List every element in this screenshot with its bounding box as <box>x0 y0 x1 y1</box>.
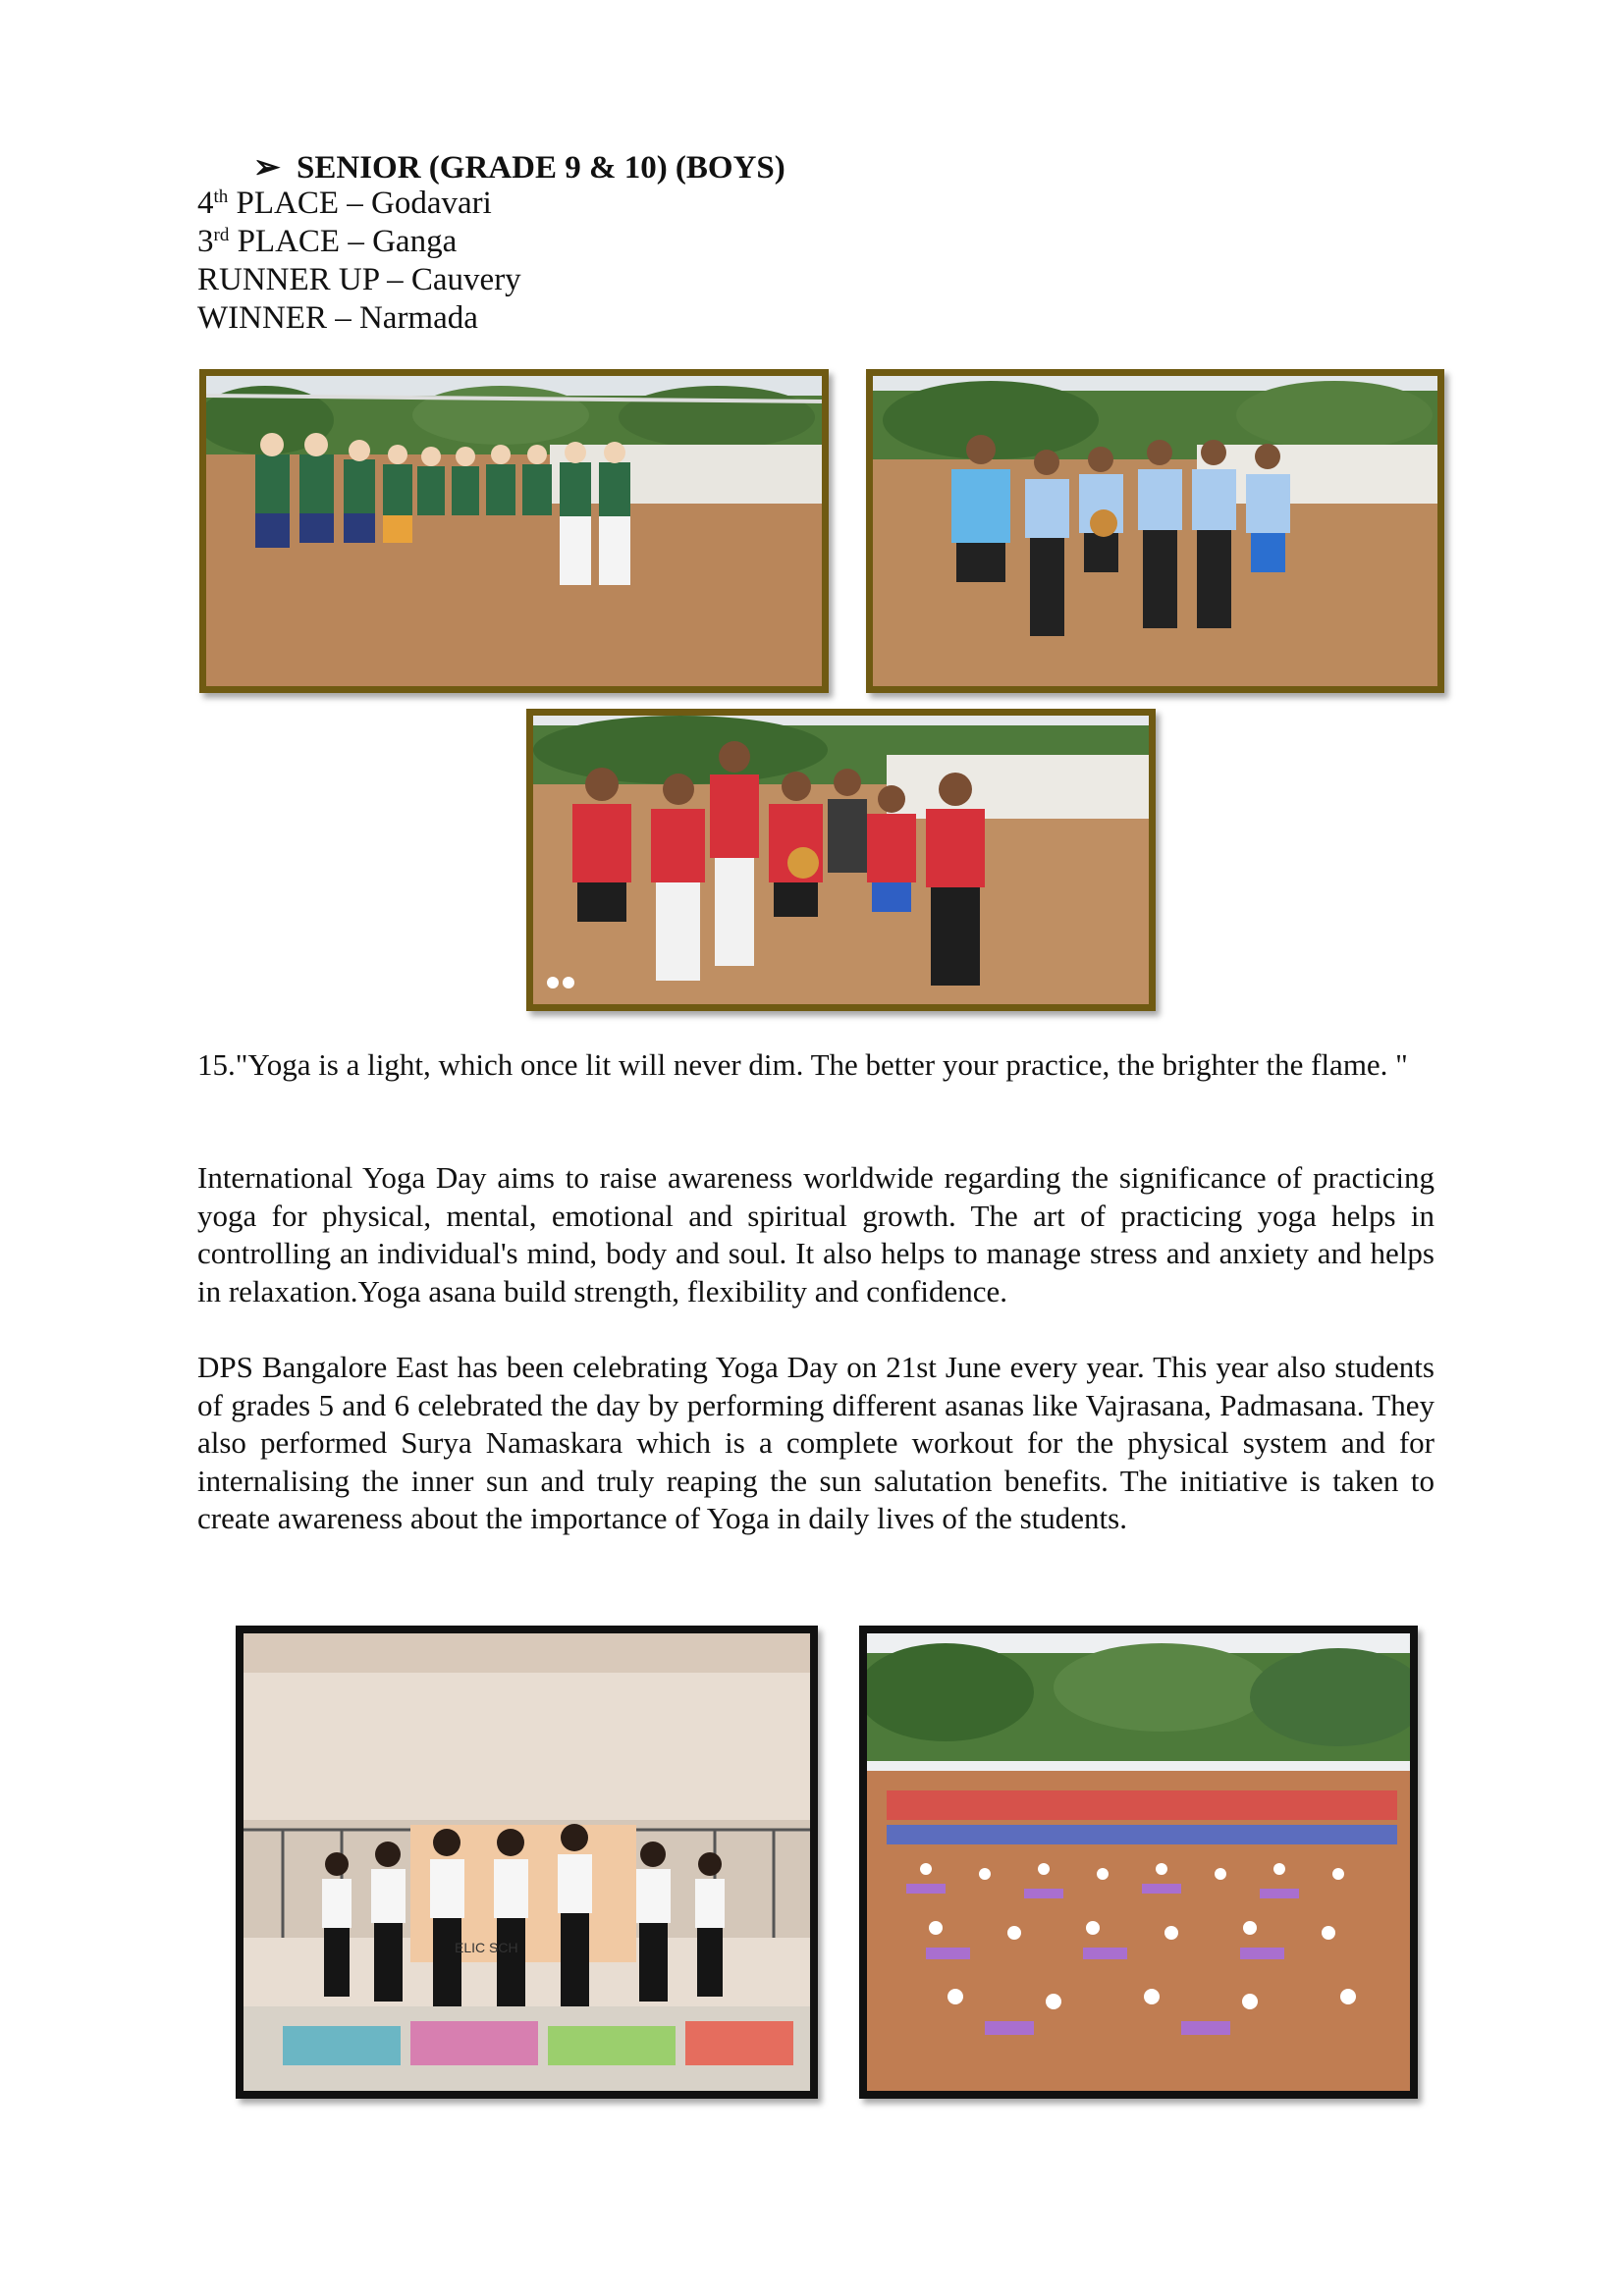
results-list <box>197 185 521 338</box>
team-photo-icon <box>873 376 1437 686</box>
yoga-ground-photo <box>859 1626 1418 2099</box>
result-runner-up: RUNNER UP – Cauvery <box>197 262 521 297</box>
result-3rd-place: 3rd PLACE – Ganga <box>197 224 458 259</box>
yoga-stage-photo <box>236 1626 818 2099</box>
team-photo-icon <box>206 376 822 686</box>
yoga-quote: 15."Yoga is a light, which once lit will never dim. The better your practice, the brighter the flame. " <box>197 1047 1408 1082</box>
team-photo-blue <box>866 369 1444 693</box>
team-photo-green <box>199 369 829 693</box>
yoga-paragraph-1: International Yoga Day aims to raise awareness worldwide regarding the significance of practicing yoga for physical, mental, emotional and spiritual growth. The art of practicing yoga helps in controlling an individual's mind, body and soul. It also helps to manage stress and anxiety and helps in relaxation.Yoga asana build strength, flexibility and confidence. <box>197 1160 1435 1308</box>
heading-title: SENIOR (GRADE 9 & 10) (BOYS) <box>297 150 785 186</box>
yoga-photo-icon <box>867 1633 1410 2091</box>
section-heading <box>253 147 785 187</box>
result-4th-place: 4th PLACE – Godavari <box>197 186 492 221</box>
yoga-paragraph-2: DPS Bangalore East has been celebrating Yoga Day on 21st June every year. This year also students of grades 5 and 6 celebrated the day by performing different asanas like Vajrasana, Padmasana. They also performed Surya Namaskara which is a complete workout for the physical system and for internalising the inner sun and truly reaping the sun salutation benefits. The initiative is taken to create awareness about the importance of Yoga in daily lives of the students. <box>197 1350 1435 1535</box>
team-photo-icon <box>533 716 1149 1004</box>
yoga-photo-icon <box>244 1633 810 2091</box>
team-photo-red <box>526 709 1156 1011</box>
svg-text:ELIC SCH: ELIC SCH <box>455 1940 518 1955</box>
result-winner: WINNER – Narmada <box>197 300 478 336</box>
arrow-bullet-icon: ➢ <box>253 150 281 186</box>
